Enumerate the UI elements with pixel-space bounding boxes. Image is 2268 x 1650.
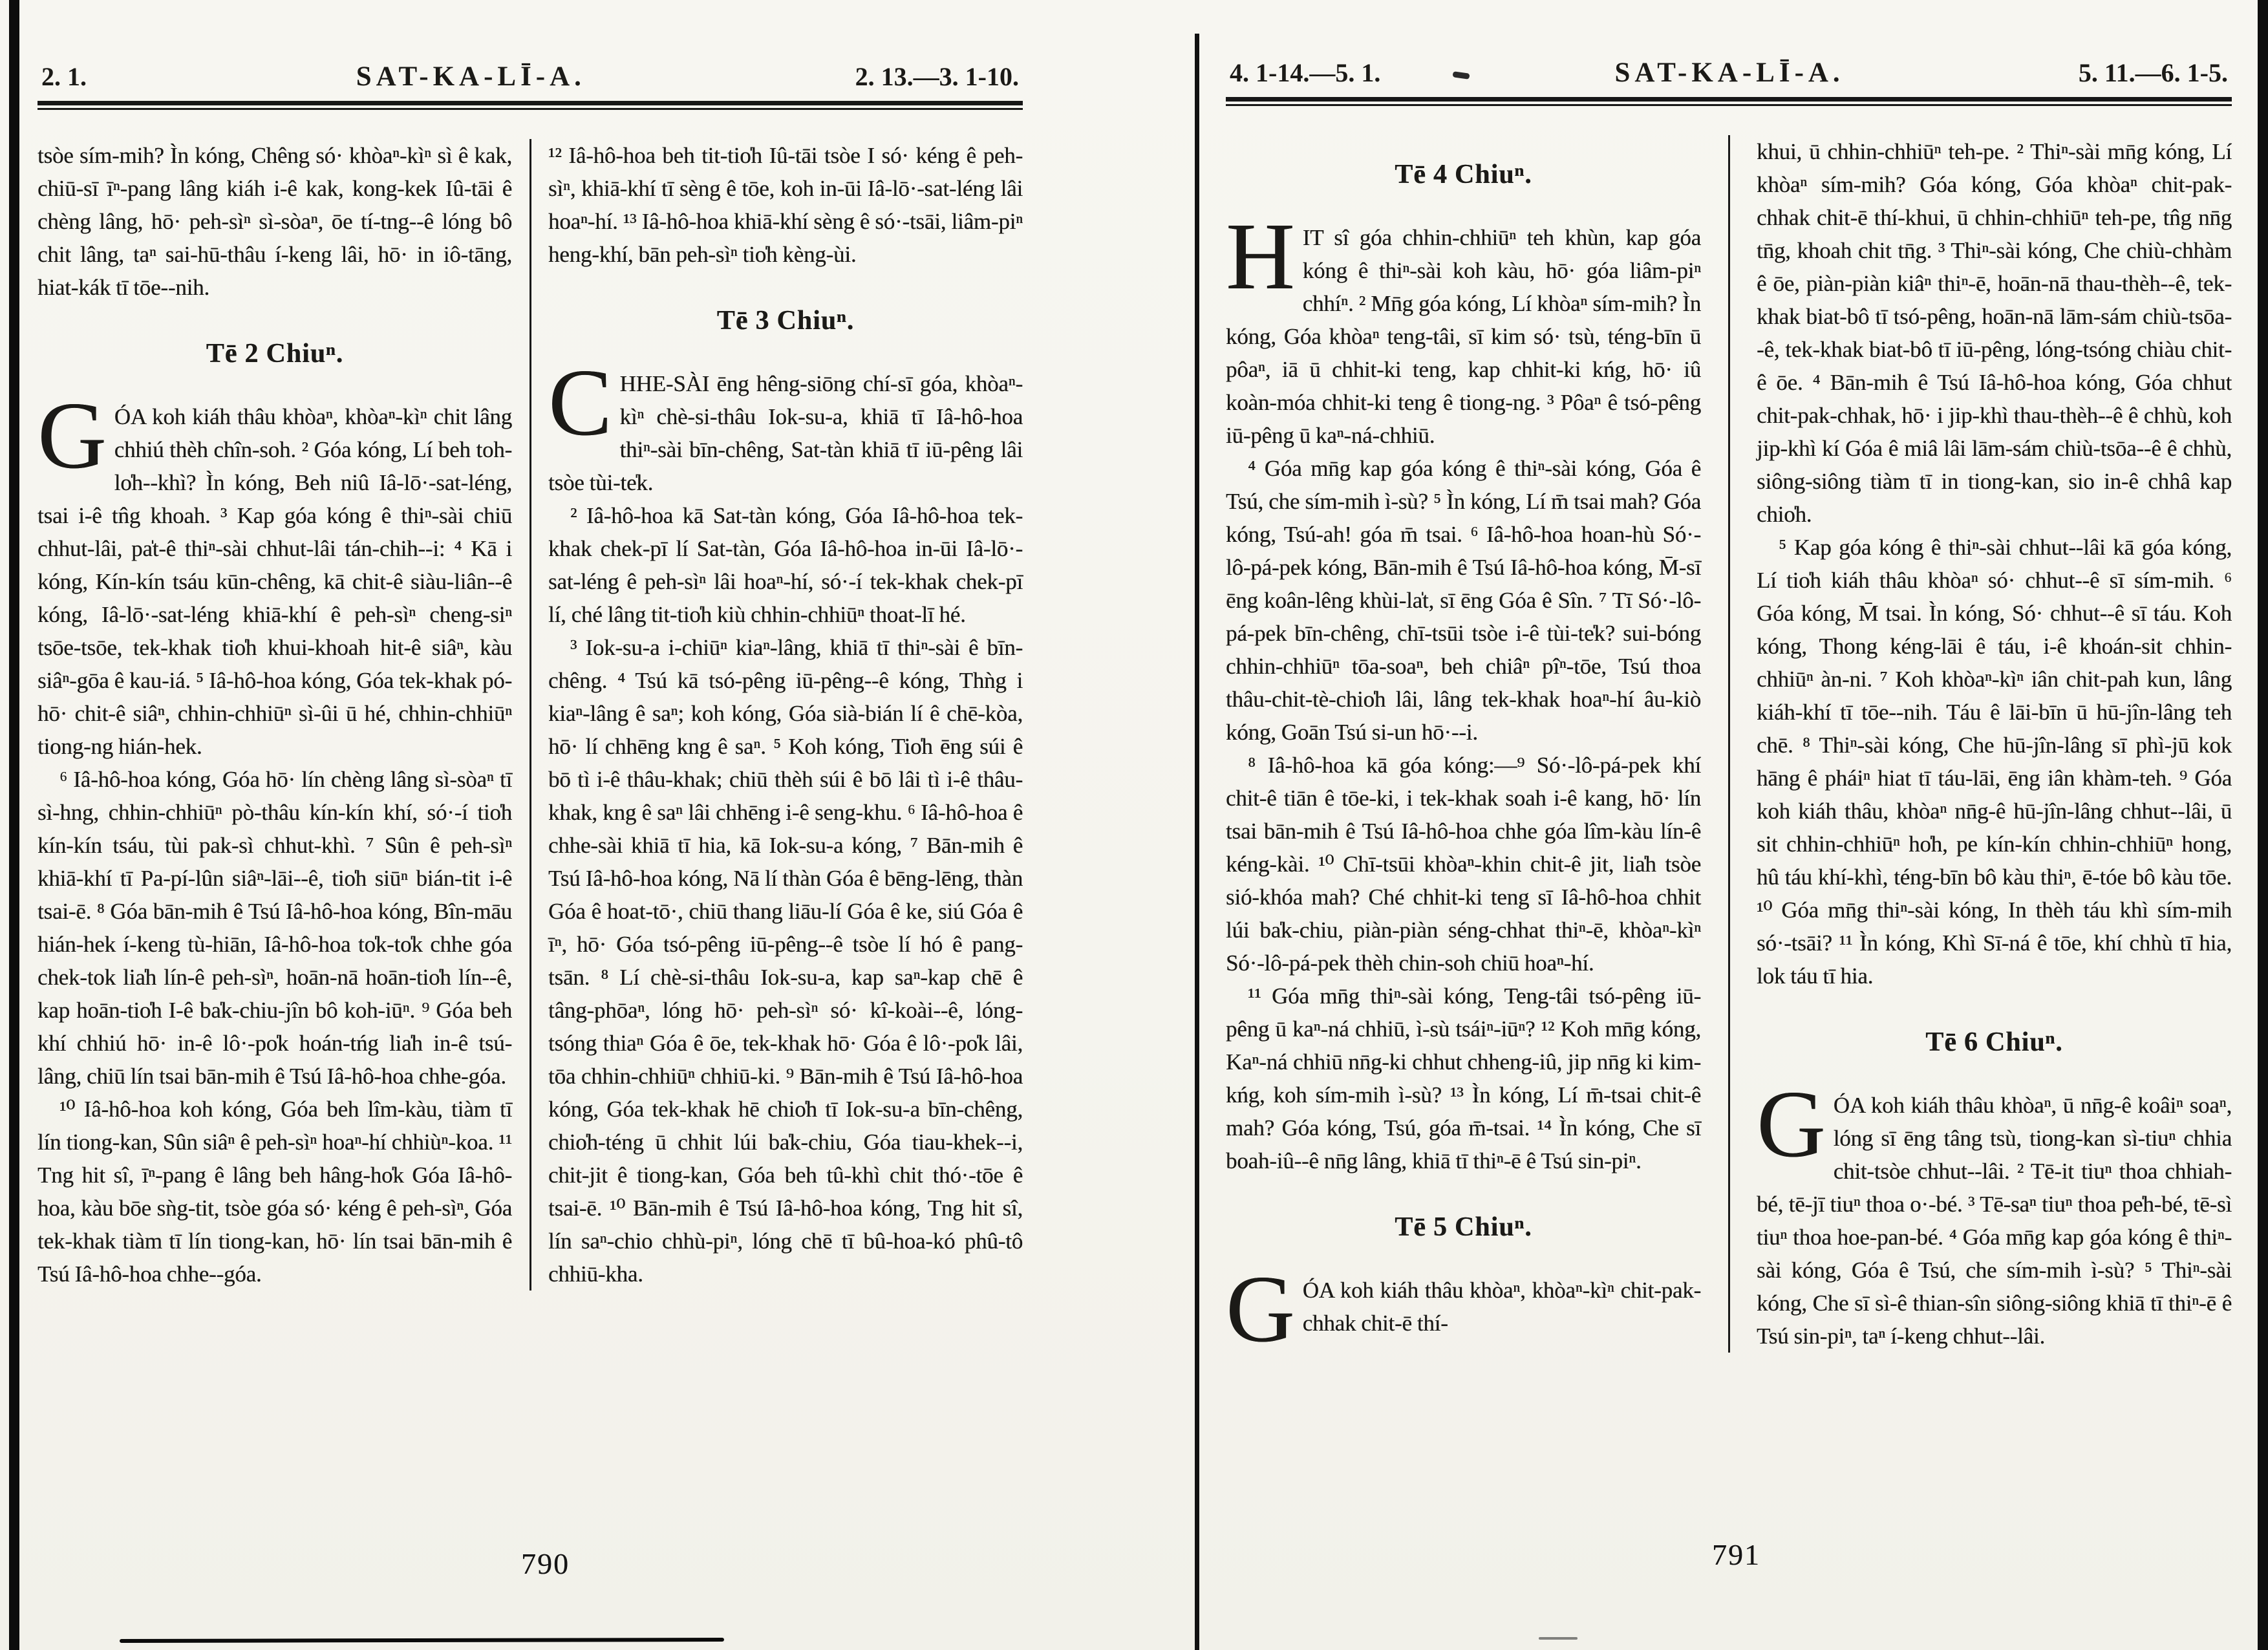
verse-paragraph: tsòe sím-mih? Ìn kóng, Chêng só· khòaⁿ-kìⁿ sì ê kak, chiū-sī īⁿ-pang lâng kiáh i-ê kak, kong-kek Iû-tāi ê chèng lâng, hō· peh-sìⁿ sì-sòaⁿ, ōe tí-tng--ê lóng bô chit lâng, taⁿ sai-hū-thâu í-keng lâi, hō· in iô-tāng, hiat-kák tī tōe--nih. [37, 143, 512, 300]
paragraph-text: HHE-SÀI ēng hêng-siōng chí-sī góa, khòaⁿ-kìⁿ chè-si-thâu Iok-su-a, khiā tī Iâ-hô-hoa thiⁿ-sài bīn-chêng, Sat-tàn khiā tī iū-pêng lâi tsòe tùi-te̍k. [548, 371, 1023, 495]
header-rule [37, 101, 1023, 117]
verse-paragraph: ² Iâ-hô-hoa kā Sat-tàn kóng, Góa Iâ-hô-hoa tek-khak chek-pī lí Sat-tàn, Góa Iâ-hô-hoa in-ūi Iâ-lō·-sat-léng ê peh-sìⁿ lâi hoaⁿ-hí, só·-í tek-khak chek-pī lí, ché lâng tit-tio̍h kiù chhin-chhiūⁿ thoat-lī hé. [548, 503, 1023, 627]
chapter-heading: Tē 5 Chiuⁿ. [1395, 1212, 1532, 1242]
verse-paragraph: khui, ū chhin-chhiūⁿ teh-pe. ² Thiⁿ-sài mn̄g kóng, Lí khòaⁿ sím-mih? Góa kóng, Góa khòaⁿ chit-pak-chhak chit-ē thí-khui, ū chhin-chhiūⁿ teh-pe, tn̂g nn̄g tn̄g, khoah chit tn̄g. ³ Thiⁿ-sài kóng, Che chiù-chhàm ê ōe, piàn-piàn kiâⁿ thiⁿ-ē, hoān-nā thau-thèh--ê, tek-khak biat-bô tī tsó-pêng, hoān-nā lām-sám chiù-tsōa--ê, tek-khak biat-bô tī iū-pêng, lóng-tsóng chiàu chit-ê ōe. ⁴ Bān-mih ê Tsú Iâ-hô-hoa kóng, Góa chhut chit-pak-chhak, hō· i jip-khì thau-thèh--ê ê chhù, koh jip-khì kí Góa ê miâ lâi lām-sám chiù-tsōa--ê ê chhù, siông-siông tiàm tī in tiong-kan, sio in-ê chhâ kap chio̍h. [1757, 139, 2232, 527]
chapter-heading: Tē 2 Chiuⁿ. [206, 339, 344, 369]
text-column [1226, 135, 1701, 1362]
verse-paragraph: ¹¹ Góa mn̄g thiⁿ-sài kóng, Teng-tâi tsó-pêng iū-pêng ū kaⁿ-ná chhiū, ì-sù tsáiⁿ-iūⁿ? ¹² Koh mn̄g kóng, Kaⁿ-ná chhiū nn̄g-ki chhut chheng-iû, jip nn̄g ki kim-kńg, koh sím-mih ì-sù? ¹³ Ìn kóng, Lí m̄-tsai chit-ê mah? Góa kóng, Tsú, góa m̄-tsai. ¹⁴ Ìn kóng, Che sī boah-iû--ê nn̄g lâng, khiā tī thiⁿ-ē ê Tsú sin-piⁿ. [1226, 983, 1701, 1173]
verse-paragraph: ¹² Iâ-hô-hoa beh tit-tio̍h Iû-tāi tsòe I só· kéng ê peh-sìⁿ, khiā-khí tī sèng ê tōe, koh in-ūi Iâ-lō·-sat-léng lâi hoaⁿ-hí. ¹³ Iâ-hô-hoa khiā-khí sèng ê só·-tsāi, liâm-piⁿ heng-khí, bān peh-sìⁿ tio̍h kèng-ùi. [548, 143, 1023, 267]
page-right [1226, 53, 2232, 1362]
verse-paragraph [37, 383, 512, 763]
chapter-heading: Tē 4 Chiuⁿ. [1395, 160, 1532, 189]
paragraph-text: IT sî góa chhin-chhiūⁿ teh khùn, kap góa kóng ê thiⁿ-sài koh kàu, hō· góa liâm-piⁿ chhíⁿ. ² Mn̄g góa kóng, Lí khòaⁿ sím-mih? Ìn kóng, Góa khòaⁿ teng-tâi, sī kim só· tsù, téng-bīn ū pôaⁿ, iā ū chhit-ki teng, kap chhit-ki kńg, hō· iû koàn-móa chhit-ki teng ê tiong-ng. ³ Pôaⁿ ê tsó-pêng iū-pêng ū kaⁿ-ná-chhiū. [1226, 225, 1701, 448]
verse-paragraph: ⁸ Iâ-hô-hoa kā góa kóng:—⁹ Só·-lô-pá-pek khí chit-ê tiān ê tōe-ki, i tek-khak soah i-ê kang, hō· lín tsai bān-mih ê Tsú Iâ-hô-hoa chhe góa lîm-kàu lín-ê kéng-kài. ¹⁰ Chī-tsūi khòaⁿ-khin chit-ê jit, lia̍h tsòe sió-khóa mah? Ché chhit-ki teng sī Iâ-hô-hoa chhit lúi ba̍k-chiu, piàn-piàn séng-chhat thiⁿ-ē, khòaⁿ-kìⁿ Só·-lô-pá-pek thèh chin-soh chiū hoaⁿ-hí. [1226, 753, 1701, 976]
verse-paragraph [1226, 1256, 1701, 1362]
page-left [37, 57, 1023, 1291]
header-ref-right: 2. 13.—3. 1-10. [855, 62, 1019, 91]
header-ref-left: 4. 1-14.—5. 1. [1230, 58, 1381, 87]
drop-cap-letter: G [1757, 1071, 1826, 1177]
verse-paragraph [548, 350, 1023, 499]
column-rule [530, 139, 531, 1291]
text-columns [37, 139, 1023, 1291]
header-ref-right: 5. 11.—6. 1-5. [2078, 58, 2228, 87]
drop-cap-letter: C [548, 350, 612, 456]
column-rule [1728, 135, 1730, 1353]
verse-paragraph: ³ Iok-su-a i-chiūⁿ kiaⁿ-lâng, khiā tī thiⁿ-sài ê bīn-chêng. ⁴ Tsú kā tsó-pêng iū-pêng--ê kóng, Thǹg i kiaⁿ-lâng ê saⁿ; koh kóng, Góa sià-bián lí ê chē-kòa, hō· lí chhēng kng ê saⁿ. ⁵ Koh kóng, Tio̍h ēng súi ê bō tì i-ê thâu-khak; chiū thèh súi ê bō lâi tì i-ê thâu-khak, kng ê saⁿ lâi chhēng i-ê seng-khu. ⁶ Iâ-hô-hoa ê chhe-sài khiā tī hia, kā Iok-su-a kóng, ⁷ Bān-mih ê Tsú Iâ-hô-hoa kóng, Nā lí thàn Góa ê bēng-lēng, thàn Góa ê hoat-tō·, chiū thang liāu-lí Góa ê ke, siú Góa ê īⁿ, hō· Góa tsó-pêng iū-pêng--ê tsòe lí hó ê pang-tsān. ⁸ Lí chè-si-thâu Iok-su-a, kap saⁿ-kap chē ê tâng-phōaⁿ, lóng hō· peh-sìⁿ só· kî-koài--ê, lóng-tsóng thiaⁿ Góa ê ōe, tek-khak hō· Góa ê lô·-po̍k lâi, tōa chhin-chhiūⁿ chhiū-ki. ⁹ Bān-mih ê Tsú Iâ-hô-hoa kóng, Góa tek-khak hē chio̍h tī Iok-su-a bīn-chêng, chio̍h-téng ū chhit lúi ba̍k-chiu, Góa tiau-khek--i, chit-jit ê tiong-kan, Góa beh tû-khì chit thó·-tōe ê tsai-ē. ¹⁰ Bān-mih ê Tsú Iâ-hô-hoa kóng, Tng hit sî, lín saⁿ-chio chhù-piⁿ, lóng chē tī bû-hoa-kó phû-tô chhiū-kha. [548, 635, 1023, 1287]
verse-paragraph [1757, 1071, 2232, 1353]
header-rule [1226, 97, 2232, 113]
text-column [548, 139, 1023, 1291]
text-columns [1226, 135, 2232, 1362]
verse-paragraph: ¹⁰ Iâ-hô-hoa koh kóng, Góa beh lîm-kàu, tiàm tī lín tiong-kan, Sûn siâⁿ ê peh-sìⁿ hoaⁿ-hí chhiùⁿ-koa. ¹¹ Tng hit sî, īⁿ-pang ê lâng beh hâng-ho̍k Góa Iâ-hô-hoa, kàu bōe sǹg-tit, tsòe góa só· kéng ê peh-sìⁿ, Góa tek-khak tiàm tī lín tiong-kan, hō· lín tsai bān-mih ê Tsú Iâ-hô-hoa chhe--góa. [37, 1097, 512, 1287]
scan-right-edge [2258, 0, 2268, 1650]
drop-cap-letter: G [1226, 1256, 1295, 1362]
paragraph-text: ÓA koh kiáh thâu khòaⁿ, khòaⁿ-kìⁿ chit-pak-chhak chit-ē thí- [1302, 1278, 1701, 1336]
running-title: SAT-KA-LĪ-A. [356, 61, 586, 92]
text-column [37, 139, 512, 1291]
chapter-heading: Tē 3 Chiuⁿ. [716, 306, 855, 336]
scan-smudge [1539, 1637, 1578, 1640]
verse-paragraph: ⁶ Iâ-hô-hoa kóng, Góa hō· lín chèng lâng sì-sòaⁿ tī sì-hng, chhin-chhiūⁿ pò-thâu kín-kín khí, só·-í tio̍h kín-kín tsáu, tùi pak-sì chhut-khì. ⁷ Sûn ê peh-sìⁿ khiā-khí tī Pa-pí-lûn siâⁿ-lāi--ê, tio̍h siūⁿ bián-tit i-ê tsai-ē. ⁸ Góa bān-mih ê Tsú Iâ-hô-hoa kóng, Bîn-māu hián-hek í-keng tù-hiān, Iâ-hô-hoa to̍k-to̍k chhe góa chek-tok lia̍h lín-ê peh-sìⁿ, hoān-nā hoān-tio̍h lín--ê, kap hoān-tio̍h I-ê ba̍k-chiu-jîn bô koh-iūⁿ. ⁹ Góa beh khí chhiú hō· in-ê lô·-po̍k hoán-tńg lia̍h in-ê tsú-lâng, chiū lín tsai bān-mih ê Tsú Iâ-hô-hoa chhe-góa. [37, 767, 512, 1089]
drop-cap-letter: G [37, 383, 107, 489]
text-column [1757, 135, 2232, 1353]
verse-paragraph [1226, 204, 1701, 452]
drop-cap-letter: H [1226, 204, 1295, 310]
verse-paragraph: ⁵ Kap góa kóng ê thiⁿ-sài chhut--lâi kā góa kóng, Lí tio̍h kiáh thâu khòaⁿ só· chhut--ê sī sím-mih. ⁶ Góa kóng, M̄ tsai. Ìn kóng, Só· chhut--ê sī táu. Koh kóng, Thong kéng-lāi ê táu, i-ê khoán-sit chhin-chhiūⁿ àn-ni. ⁷ Koh khòaⁿ-kìⁿ iân chit-pah kun, lâng kiáh-khí tī tōe--nih. Táu ê lāi-bīn ū hū-jîn-lâng teh chē. ⁸ Thiⁿ-sài kóng, Che hū-jîn-lâng sī phì-jū kok hāng ê pháiⁿ hiat tī táu-lāi, ēng iân khàm-teh. ⁹ Góa koh kiáh thâu, khòaⁿ nn̄g-ê hū-jîn-lâng chhut--lâi, ū sit chhin-chhiūⁿ ho̍h, pe kín-kín chhin-chhiūⁿ hong, hû táu khí-khì, téng-bīn bô kàu thiⁿ, ē-tóe bô kàu tōe. ¹⁰ Góa mn̄g thiⁿ-sài kóng, In thèh táu khì sím-mih só·-tsāi? ¹¹ Ìn kóng, Khì Sī-ná ê tōe, khí chhù tī hia, lok táu tī hia. [1757, 535, 2232, 989]
chapter-heading: Tē 6 Chiuⁿ. [1925, 1027, 2063, 1057]
paragraph-text: ÓA koh kiáh thâu khòaⁿ, khòaⁿ-kìⁿ chit lâng chhiú thèh chîn-soh. ² Góa kóng, Lí beh toh-lo̍h--khì? Ìn kóng, Beh niû Iâ-lō·-sat-léng, tsai i-ê tn̂g khoah. ³ Kap góa kóng ê thiⁿ-sài chiū chhut-lâi, pa̍t-ê thiⁿ-sài chhut-lâi tán-chih--i: ⁴ Kā i kóng, Kín-kín tsáu kūn-chêng, kā chit-ê siàu-liân--ê kóng, Iâ-lō·-sat-léng khiā-khí ê peh-sìⁿ cheng-siⁿ tsōe-tsōe, tek-khak tio̍h khui-khoah hit-ê siâⁿ, kàu siâⁿ-gōa ê kau-iá. ⁵ Iâ-hô-hoa kóng, Góa tek-khak pó-hō· chit-ê siâⁿ, chhin-chhiūⁿ sì-ûi ū hé, chhin-chhiūⁿ tiong-ng hián-hek. [37, 404, 512, 759]
page-number: 790 [521, 1547, 570, 1580]
page-header [1226, 53, 2232, 93]
page-number: 791 [1712, 1538, 1760, 1571]
paragraph-text: ÓA koh kiáh thâu khòaⁿ, ū nn̄g-ê koâiⁿ soaⁿ, lóng sī ēng tâng tsù, tiong-kan sì-tiuⁿ chhia chit-tsòe chhut--lâi. ² Tē-it tiuⁿ thoa chhiah-bé, tē-jī tiuⁿ thoa o·-bé. ³ Tē-saⁿ tiuⁿ thoa pe̍h-bé, tē-sì tiuⁿ thoa hoe-pan-bé. ⁴ Góa mn̄g kap góa kóng ê thiⁿ-sài kóng, Góa ê Tsú, che sím-mih ì-sù? ⁵ Thiⁿ-sài kóng, Che sī sì-ê thian-sîn siông-siông khiā tī thiⁿ-ē ê Tsú sin-piⁿ, taⁿ í-keng chhut--lâi. [1757, 1093, 2232, 1349]
header-ref-left: 2. 1. [41, 62, 87, 91]
running-title: SAT-KA-LĪ-A. [1614, 58, 1845, 88]
scan-left-edge [9, 0, 19, 1650]
page-header [37, 57, 1023, 97]
scan-smudge [120, 1638, 724, 1643]
verse-paragraph: ⁴ Góa mn̄g kap góa kóng ê thiⁿ-sài kóng, Góa ê Tsú, che sím-mih ì-sù? ⁵ Ìn kóng, Lí m̄ tsai mah? Góa kóng, Tsú-ah! góa m̄ tsai. ⁶ Iâ-hô-hoa hoan-hù Só·-lô-pá-pek kóng, Bān-mih ê Tsú Iâ-hô-hoa kóng, M̄-sī ēng koân-lêng khùi-la̍t, sī ēng Góa ê Sîn. ⁷ Tī Só·-lô-pá-pek bīn-chêng, chī-tsūi tsòe i-ê tùi-te̍k? sui-bóng chhin-chhiūⁿ tōa-soaⁿ, beh chiâⁿ pîⁿ-tōe, Tsú thoa thâu-chit-tè-chio̍h lâi, lâng tek-khak hoaⁿ-hí âu-kiò kóng, Goān Tsú si-un hō·--i. [1226, 456, 1701, 745]
page-gutter-shadow [1195, 34, 1199, 1650]
